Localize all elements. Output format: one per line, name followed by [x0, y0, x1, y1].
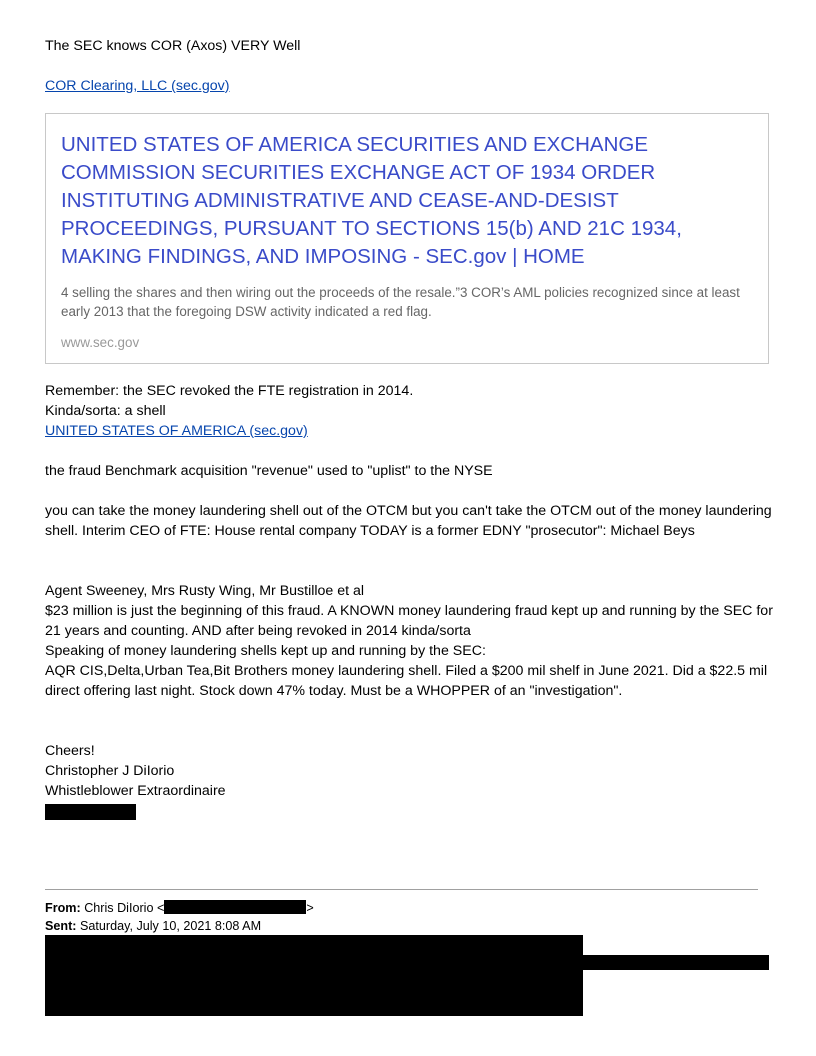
redaction-block — [582, 955, 769, 970]
otcm-paragraph: you can take the money laundering shell out of the OTCM but you can't take the OTCM out of the money laundering shell. Interim CEO of FTE: House rental company TODAY is a former EDNY "prosecutor": Michael Beys — [45, 503, 772, 539]
from-line — [45, 899, 314, 917]
cor-clearing-link[interactable]: COR Clearing, LLC (sec.gov) — [45, 78, 230, 94]
preview-card-domain: www.sec.gov — [61, 335, 140, 350]
speaking-line: Speaking of money laundering shells kept up and running by the SEC: — [45, 643, 486, 659]
redaction-block — [164, 900, 306, 914]
signature-closing: Cheers! — [45, 743, 95, 759]
usa-sec-link[interactable]: UNITED STATES OF AMERICA (sec.gov) — [45, 423, 308, 439]
divider — [45, 889, 758, 890]
signature-title: Whistleblower Extraordinaire — [45, 783, 226, 799]
redaction-block — [45, 935, 583, 1016]
sent-label: Sent: — [45, 919, 77, 933]
link-preview-card[interactable] — [45, 113, 769, 364]
sent-value: Saturday, July 10, 2021 8:08 AM — [79, 919, 262, 933]
signature-name: Christopher J DiIorio — [45, 763, 175, 779]
agents-line: Agent Sweeney, Mrs Rusty Wing, Mr Bustilloe et al — [45, 583, 365, 599]
preview-card-title[interactable]: UNITED STATES OF AMERICA SECURITIES AND EXCHANGE COMMISSION SECURITIES EXCHANGE ACT OF 1934 ORDER INSTITUTING ADMINISTRATIVE AND CEASE-AND-DESIST PROCEEDINGS, PURSUANT TO SECTIONS 15(b) AND 21C 1934, MAKING FINDINGS, AND IMPOSING - SEC.gov | HOME — [61, 133, 682, 268]
preview-card-description: 4 selling the shares and then wiring out the proceeds of the resale.”3 COR’s AML policies recognized since at least early 2013 that the foregoing DSW activity indicated a red flag. — [61, 285, 740, 319]
from-name: Chris DiIorio < — [84, 901, 165, 915]
redaction-block — [45, 804, 136, 820]
aqr-paragraph: AQR CIS,Delta,Urban Tea,Bit Brothers money laundering shell. Filed a $200 mil shelf in June 2021. Did a $22.5 mil direct offering last night. Stock down 47% today. Must be a WHOPPER of an "investigation". — [45, 663, 768, 699]
sent-line — [45, 917, 261, 935]
revoked-line: Remember: the SEC revoked the FTE registration in 2014. — [45, 383, 414, 399]
subject-line: The SEC knows COR (Axos) VERY Well — [45, 38, 301, 54]
shell-line: Kinda/sorta: a shell — [45, 403, 166, 419]
from-label: From: — [45, 901, 81, 915]
fraud-paragraph: $23 million is just the beginning of this fraud. A KNOWN money laundering fraud kept up and running by the SEC for 21 years and counting. AND after being revoked in 2014 kinda/sorta — [45, 603, 773, 639]
from-close: > — [306, 901, 314, 915]
benchmark-line: the fraud Benchmark acquisition "revenue" used to "uplist" to the NYSE — [45, 463, 493, 479]
